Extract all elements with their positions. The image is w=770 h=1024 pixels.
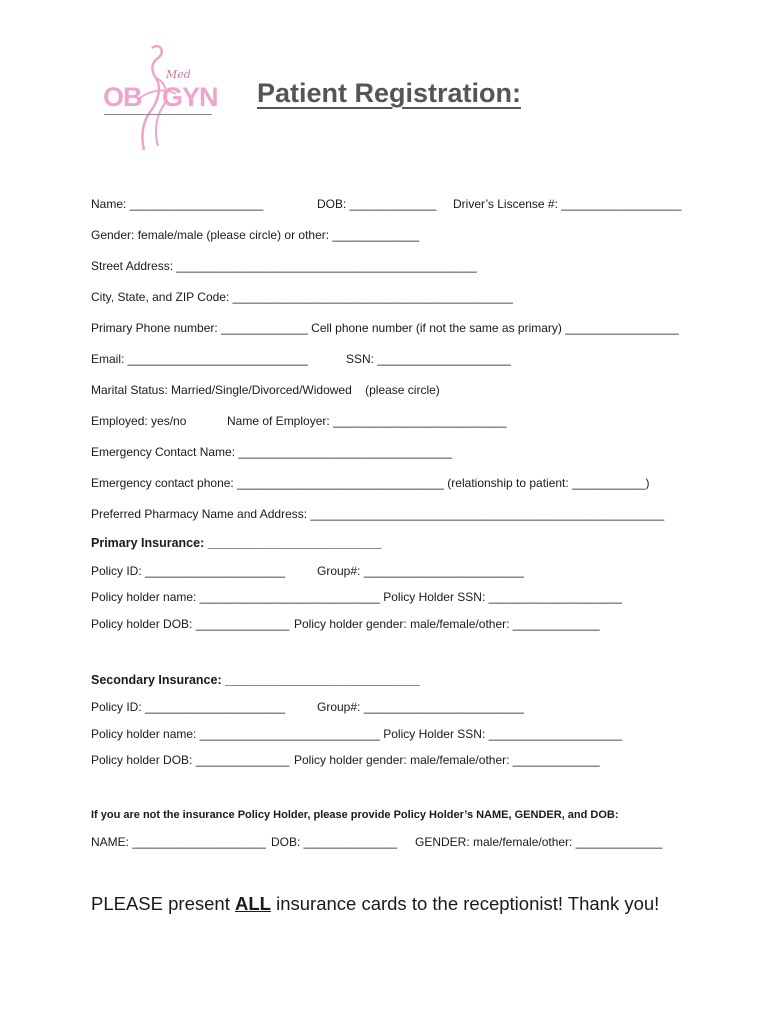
- license-field[interactable]: Driver’s Liscense #: __________________: [453, 197, 682, 211]
- logo-underline: [104, 114, 212, 115]
- policy-holder-instruction: If you are not the insurance Policy Holder, please provide Policy Holder’s NAME, GENDER, and DOB:: [91, 809, 619, 821]
- secondary-holder-gender-field[interactable]: Policy holder gender: male/female/other: _____________: [294, 753, 600, 767]
- secondary-holder-name-field[interactable]: Policy holder name: ___________________________ Policy Holder SSN: ____________________: [91, 727, 623, 741]
- closing-note-start: PLEASE present: [91, 893, 235, 914]
- closing-note: [91, 892, 659, 916]
- secondary-group-field[interactable]: Group#: ________________________: [317, 700, 524, 714]
- primary-holder-dob-field[interactable]: Policy holder DOB: ______________: [91, 617, 290, 631]
- secondary-holder-dob-field[interactable]: Policy holder DOB: ______________: [91, 753, 290, 767]
- logo-small-text: Med: [166, 68, 191, 81]
- employer-field[interactable]: Name of Employer: __________________________: [227, 414, 507, 428]
- dob-field[interactable]: DOB: _____________: [317, 197, 437, 211]
- holder-gender-field[interactable]: GENDER: male/female/other: _____________: [415, 835, 663, 849]
- primary-holder-gender-field[interactable]: Policy holder gender: male/female/other: _____________: [294, 617, 600, 631]
- name-field[interactable]: Name: ____________________: [91, 197, 264, 211]
- holder-dob-field[interactable]: DOB: ______________: [271, 835, 398, 849]
- emergency-contact-phone-field[interactable]: Emergency contact phone: _______________________________ (relationship to patient: ___________): [91, 476, 650, 490]
- primary-holder-name-field[interactable]: Policy holder name: ___________________________ Policy Holder SSN: ____________________: [91, 590, 623, 604]
- primary-insurance-heading[interactable]: Primary Insurance: _________________________: [91, 536, 382, 550]
- practice-logo: [100, 42, 220, 160]
- marital-status-field[interactable]: Marital Status: Married/Single/Divorced/Widowed (please circle): [91, 383, 440, 397]
- phone-fields[interactable]: Primary Phone number: _____________ Cell phone number (if not the same as primary) _________________: [91, 321, 679, 335]
- city-state-zip-field[interactable]: City, State, and ZIP Code: __________________________________________: [91, 290, 513, 304]
- pharmacy-field[interactable]: Preferred Pharmacy Name and Address: _____________________________________________________: [91, 507, 665, 521]
- emergency-contact-name-field[interactable]: Emergency Contact Name: ________________________________: [91, 445, 452, 459]
- secondary-insurance-heading[interactable]: Secondary Insurance: ____________________________: [91, 673, 420, 687]
- closing-note-end: insurance cards to the receptionist! Thank you!: [270, 893, 660, 914]
- secondary-policy-id-field[interactable]: Policy ID: _____________________: [91, 700, 286, 714]
- logo-gyn-text: GYN: [162, 82, 218, 112]
- email-field[interactable]: Email: ___________________________: [91, 352, 308, 366]
- employed-field[interactable]: Employed: yes/no: [91, 414, 187, 428]
- logo-ob-text: OB: [103, 82, 142, 112]
- ssn-field[interactable]: SSN: ____________________: [346, 352, 511, 366]
- primary-policy-id-field[interactable]: Policy ID: _____________________: [91, 564, 286, 578]
- holder-name-field[interactable]: NAME: ____________________: [91, 835, 266, 849]
- page-title: Patient Registration:: [257, 78, 522, 108]
- closing-note-emphasis: ALL: [234, 893, 271, 914]
- gender-field[interactable]: Gender: female/male (please circle) or other: _____________: [91, 228, 420, 242]
- primary-group-field[interactable]: Group#: ________________________: [317, 564, 524, 578]
- street-address-field[interactable]: Street Address: _____________________________________________: [91, 259, 477, 273]
